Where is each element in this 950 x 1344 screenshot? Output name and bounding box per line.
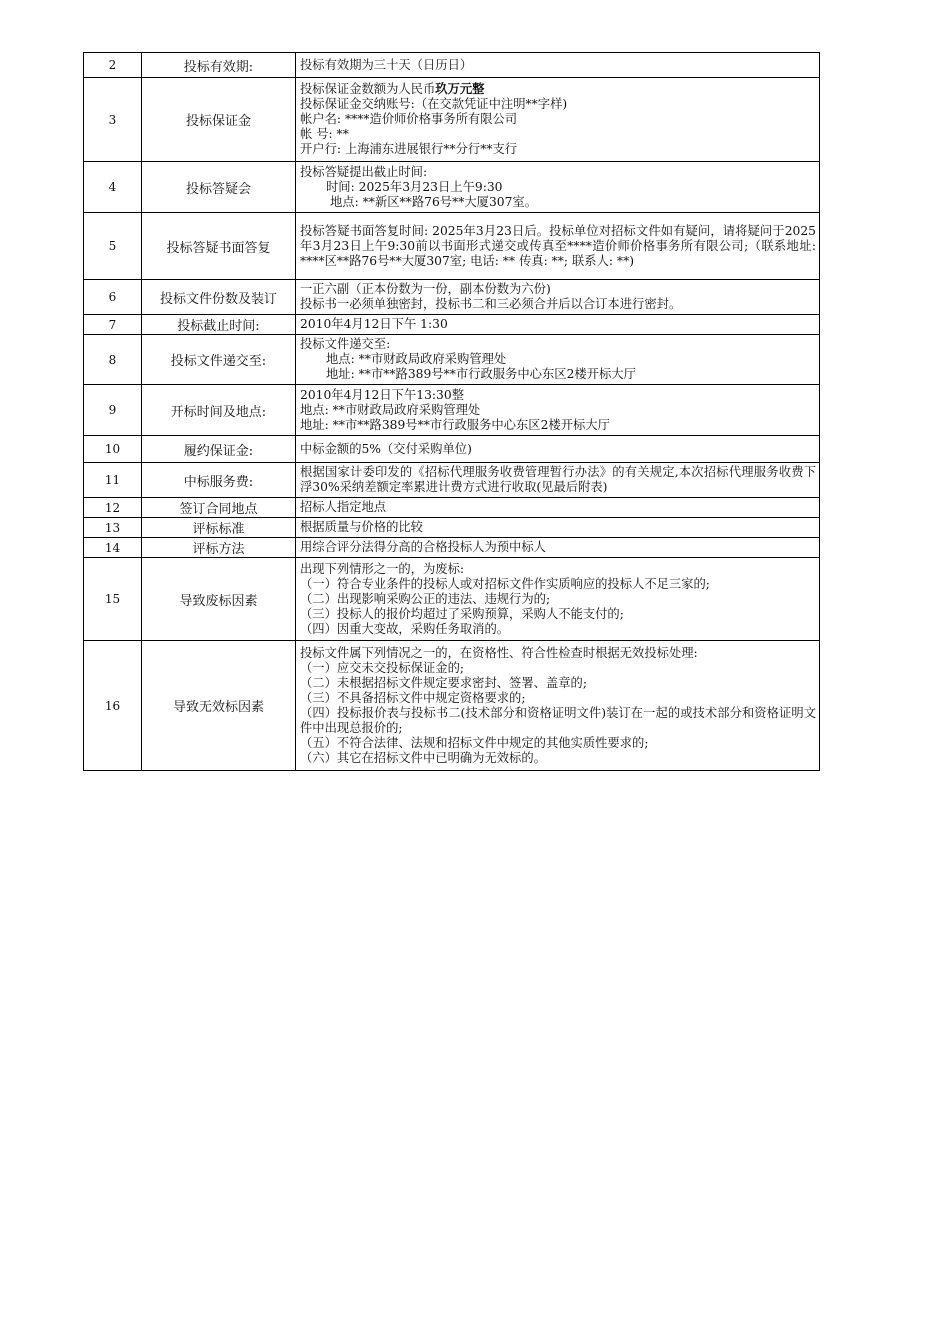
row-content [296, 498, 820, 518]
row-item: 投标保证金 [142, 78, 296, 162]
row-content [296, 518, 820, 538]
table-row [84, 463, 820, 498]
content-line: 投标文件递交至: [300, 337, 391, 351]
content-line: 投标文件属下列情况之一的，在资格性、符合性检查时根据无效投标处理: [300, 645, 698, 660]
row-item: 投标有效期: [142, 53, 296, 78]
row-number: 15 [84, 558, 142, 641]
row-content [296, 213, 820, 280]
content-line: 中标金额的5%（交付采购单位) [300, 441, 472, 456]
table-row [84, 213, 820, 280]
content-line: 地址: **市**路389号**市行政服务中心东区2楼开标大厅 [300, 417, 610, 432]
content-line: 帐 号: ** [300, 127, 349, 141]
content-line: 地址: **市**路389号**市行政服务中心东区2楼开标大厅 [326, 367, 636, 381]
row-item: 开标时间及地点: [142, 385, 296, 436]
table-row [84, 335, 820, 385]
row-content [296, 436, 820, 463]
row-number: 2 [84, 53, 142, 78]
content-line: （三）不具备招标文件中规定资格要求的; [300, 690, 526, 705]
content-line: 开户行: 上海浦东进展银行**分行**支行 [300, 142, 518, 156]
row-item: 导致废标因素 [142, 558, 296, 641]
content-line: 投标答疑书面答复时间: 2025年3月23日后。投标单位对招标文件如有疑问，请将疑问于2025年3月23日上午9:30前以书面形式递交或传真至****造价师价格事务所有限公司;（联系地址: ****区**路76号**大厦307室; 电话: ** 传真: **; 联系人: **) [300, 223, 816, 268]
table-row [84, 53, 820, 78]
content-line: 出现下列情形之一的，为废标: [300, 561, 465, 576]
row-number: 11 [84, 463, 142, 498]
row-content [296, 280, 820, 315]
content-line: 根据质量与价格的比较 [300, 520, 423, 534]
row-content [296, 162, 820, 213]
content-line: （一）应交未交投标保证金的; [300, 660, 465, 675]
content-line: 投标保证金交纳账号:（在交款凭证中注明**字样) [300, 97, 568, 111]
row-number: 5 [84, 213, 142, 280]
row-content [296, 538, 820, 558]
row-content [296, 641, 820, 771]
table-row [84, 641, 820, 771]
row-item: 投标答疑书面答复 [142, 213, 296, 280]
row-number: 7 [84, 315, 142, 335]
table-row [84, 436, 820, 463]
row-content [296, 78, 820, 162]
row-number: 9 [84, 385, 142, 436]
deposit-amount-value: 玖万元整 [435, 82, 485, 96]
content-line: 地点: **市财政局政府采购管理处 [326, 352, 507, 366]
row-number: 4 [84, 162, 142, 213]
table-row [84, 280, 820, 315]
row-number: 16 [84, 641, 142, 771]
content-line: 时间: 2025年3月23日上午9:30 [326, 179, 503, 194]
table-row [84, 385, 820, 436]
content-line: 地点: **市财政局政府采购管理处 [300, 402, 481, 417]
content-line: 2010年4月12日下午 1:30 [300, 317, 448, 331]
row-content [296, 463, 820, 498]
row-item: 签订合同地点 [142, 498, 296, 518]
content-line [300, 82, 816, 97]
table-row [84, 78, 820, 162]
row-content [296, 335, 820, 385]
row-item: 投标文件份数及装订 [142, 280, 296, 315]
content-line: （二）未根据招标文件规定要求密封、签署、盖章的; [300, 675, 587, 690]
content-line: （四）因重大变故，采购任务取消的。 [300, 621, 510, 636]
content-line: 帐户名: ****造价师价格事务所有限公司 [300, 112, 518, 126]
table-row [84, 315, 820, 335]
row-content [296, 385, 820, 436]
content-line: 地点: **新区**路76号**大厦307室。 [330, 194, 538, 209]
row-item: 中标服务费: [142, 463, 296, 498]
table-row [84, 498, 820, 518]
content-line: 投标书一必须单独密封，投标书二和三必须合并后以合订本进行密封。 [300, 297, 682, 311]
content-line: （三）投标人的报价均超过了采购预算，采购人不能支付的; [300, 606, 624, 621]
content-line: （二）出现影响采购公正的违法、违规行为的; [300, 591, 551, 606]
table-row [84, 162, 820, 213]
row-content [296, 315, 820, 335]
row-item: 投标截止时间: [142, 315, 296, 335]
content-line: 用综合评分法得分高的合格投标人为预中标人 [300, 540, 546, 554]
row-item: 评标方法 [142, 538, 296, 558]
row-item: 评标标准 [142, 518, 296, 538]
content-line: （五）不符合法律、法规和招标文件中规定的其他实质性要求的; [300, 735, 649, 750]
content-line: 投标有效期为三十天（日历日） [300, 57, 473, 72]
row-number: 3 [84, 78, 142, 162]
table-row [84, 558, 820, 641]
bid-info-table [83, 52, 820, 771]
row-item: 导致无效标因素 [142, 641, 296, 771]
content-line: （六）其它在招标文件中已明确为无效标的。 [300, 750, 546, 765]
content-line: 招标人指定地点 [300, 500, 387, 514]
table-row [84, 518, 820, 538]
row-item: 投标文件递交至: [142, 335, 296, 385]
row-item: 履约保证金: [142, 436, 296, 463]
row-content [296, 558, 820, 641]
content-line: 一正六副（正本份数为一份，副本份数为六份) [300, 282, 551, 296]
table-row [84, 538, 820, 558]
row-number: 8 [84, 335, 142, 385]
content-line: （四）投标报价表与投标书二(技术部分和资格证明文件)装订在一起的或技术部分和资格证明文件中出现总报价的; [300, 705, 816, 735]
content-line: 投标答疑提出截止时间: [300, 164, 428, 179]
content-line: 根据国家计委印发的《招标代理服务收费管理暂行办法》的有关规定,本次招标代理服务收费下浮30%采纳差额定率累进计费方式进行收取(见最后附表) [300, 465, 816, 494]
row-content [296, 53, 820, 78]
row-number: 10 [84, 436, 142, 463]
content-line: 2010年4月12日下午13:30整 [300, 387, 464, 402]
content-line: （一）符合专业条件的投标人或对招标文件作实质响应的投标人不足三家的; [300, 576, 710, 591]
row-item: 投标答疑会 [142, 162, 296, 213]
row-number: 6 [84, 280, 142, 315]
row-number: 14 [84, 538, 142, 558]
row-number: 13 [84, 518, 142, 538]
deposit-amount-prefix: 投标保证金数额为人民币 [300, 82, 436, 96]
row-number: 12 [84, 498, 142, 518]
